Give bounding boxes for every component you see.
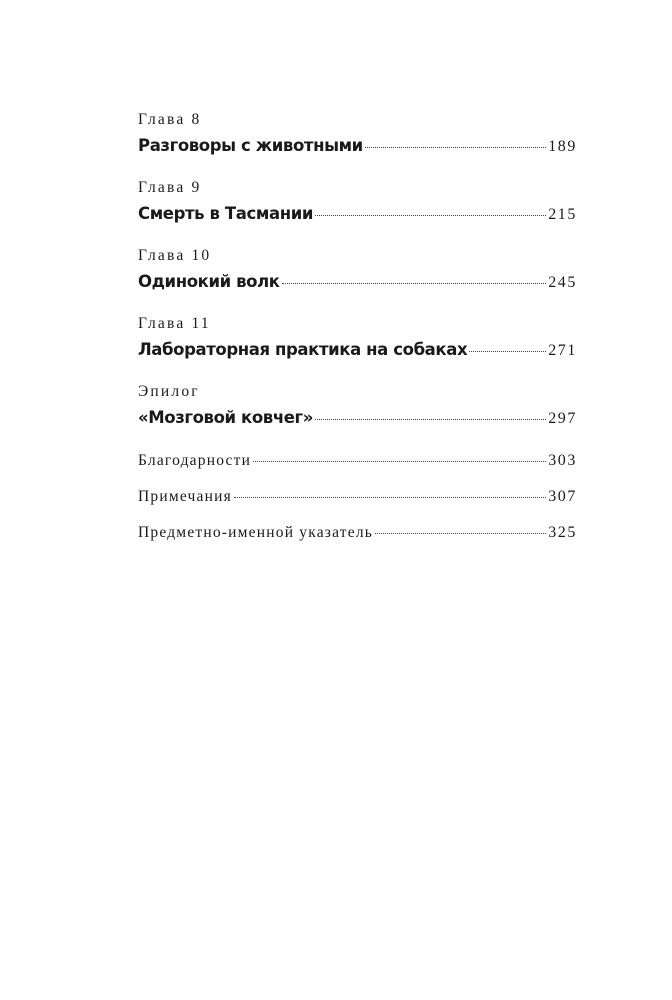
toc-acknowledgements: [138, 450, 577, 486]
chapter-title: Смерть в Тасмании: [138, 204, 314, 223]
dot-leader: [282, 283, 547, 284]
dot-leader: [365, 147, 546, 148]
table-of-contents: [138, 110, 577, 558]
toc-entry[interactable]: [138, 522, 577, 544]
toc-chapter-9: [138, 178, 577, 246]
section-title: Предметно-именной указатель: [138, 524, 374, 541]
toc-epilogue: [138, 382, 577, 450]
page-number: 297: [548, 410, 577, 427]
page-number: 271: [548, 342, 577, 359]
dot-leader: [469, 351, 546, 352]
toc-entry[interactable]: [138, 486, 577, 508]
dot-leader: [375, 533, 546, 534]
page-number: 189: [548, 138, 577, 155]
page-number: 245: [548, 274, 577, 291]
dot-leader: [253, 461, 546, 462]
dot-leader: [315, 419, 546, 420]
toc-entry[interactable]: [138, 270, 577, 294]
chapter-title: Лабораторная практика на собаках: [138, 340, 468, 359]
section-title: Примечания: [138, 488, 232, 505]
toc-chapter-11: [138, 314, 577, 382]
chapter-title: Одинокий волк: [138, 272, 280, 291]
toc-chapter-8: [138, 110, 577, 178]
chapter-label: Глава 11: [138, 315, 211, 332]
section-title: Благодарности: [138, 452, 252, 469]
toc-chapter-10: [138, 246, 577, 314]
chapter-label: Глава 10: [138, 247, 212, 264]
toc-entry[interactable]: [138, 134, 577, 158]
chapter-label: Эпилог: [138, 383, 200, 400]
dot-leader: [315, 215, 546, 216]
toc-entry[interactable]: [138, 406, 577, 430]
page-number: 215: [548, 206, 577, 223]
dot-leader: [234, 497, 546, 498]
toc-entry[interactable]: [138, 338, 577, 362]
chapter-title: Разговоры с животными: [138, 136, 363, 155]
toc-entry[interactable]: [138, 202, 577, 226]
page-number: 325: [548, 524, 577, 541]
chapter-label: Глава 9: [138, 179, 202, 196]
page-number: 303: [548, 452, 577, 469]
chapter-label: Глава 8: [138, 111, 202, 128]
toc-notes: [138, 486, 577, 522]
chapter-title: «Мозговой ковчег»: [138, 408, 314, 427]
toc-index: [138, 522, 577, 558]
toc-entry[interactable]: [138, 450, 577, 472]
page-number: 307: [548, 488, 577, 505]
